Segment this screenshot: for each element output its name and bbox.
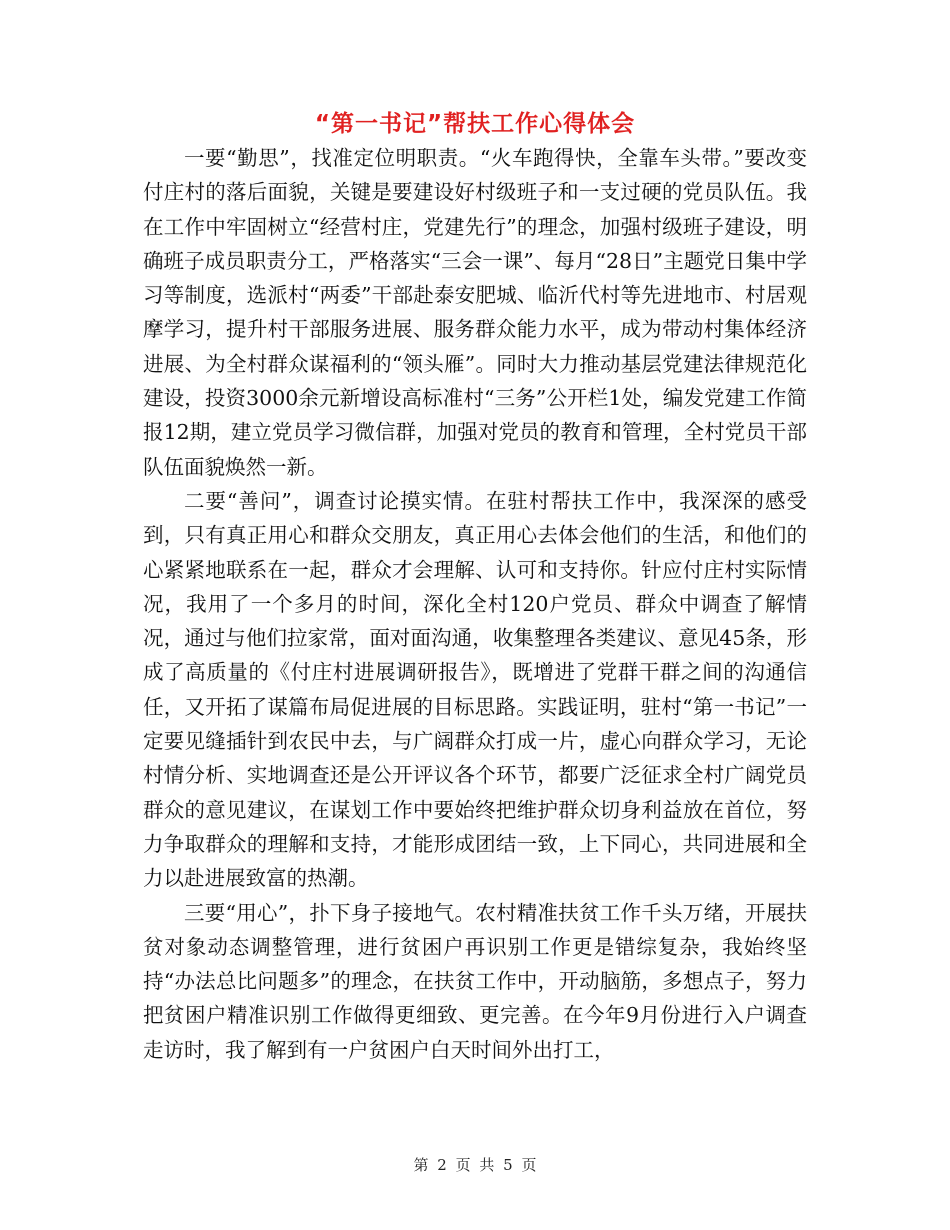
paragraph-2: 二要“善问”，调查讨论摸实情。在驻村帮扶工作中，我深深的感受到，只有真正用心和群众交朋友，真正用心去体会他们的生活，和他们的心紧紧地联系在一起，群众才会理解、认可和支持你。针应付庄村实际情况，我用了一个多月的时间，深化全村120户党员、群众中调查了解情况，通过与他们拉家常，面对面沟通，收集整理各类建议、意见45条，形成了高质量的《付庄村进展调研报告》，既增进了党群干群之间的沟通信任，又开拓了谋篇布局促进展的目标思路。实践证明，驻村“第一书记”一定要见缝插针到农民中去，与广阔群众打成一片，虚心向群众学习，无论村情分析、实地调查还是公开评议各个环节，都要广泛征求全村广阔党员群众的意见建议，在谋划工作中要始终把维护群众切身利益放在首位，努力争取群众的理解和支持，才能形成团结一致，上下同心，共同进展和全力以赴进展致富的热潮。	[143, 488, 807, 891]
paragraph-3: 三要“用心”，扑下身子接地气。农村精准扶贫工作千头万绪，开展扶贫对象动态调整管理，进行贫困户再识别工作更是错综复杂，我始终坚持“办法总比问题多”的理念，在扶贫工作中，开动脑筋，多想点子，努力把贫困户精准识别工作做得更细致、更完善。在今年9月份进行入户调查走访时，我了解到有一户贫困户白天时间外出打工，	[143, 900, 807, 1062]
paragraph-1: 一要“勤思”，找准定位明职责。“火车跑得快，全靠车头带。”要改变付庄村的落后面貌，关键是要建设好村级班子和一支过硬的党员队伍。我在工作中牢固树立“经营村庄，党建先行”的理念，加强村级班子建设，明确班子成员职责分工，严格落实“三会一课”、每月“28日”主题党日集中学习等制度，选派村“两委”干部赴泰安肥城、临沂代村等先进地市、村居观摩学习，提升村干部服务进展、服务群众能力水平，成为带动村集体经济进展、为全村群众谋福利的“领头雁”。同时大力推动基层党建法律规范化建设，投资3000余元新增设高标准村“三务”公开栏1处，编发党建工作简报12期，建立党员学习微信群，加强对党员的教育和管理，全村党员干部队伍面貌焕然一新。	[143, 146, 807, 479]
document-body	[143, 141, 807, 1067]
page-number-footer: 第 2 页 共 5 页	[413, 1156, 537, 1174]
document-title: “第一书记”帮扶工作心得体会	[314, 111, 636, 137]
